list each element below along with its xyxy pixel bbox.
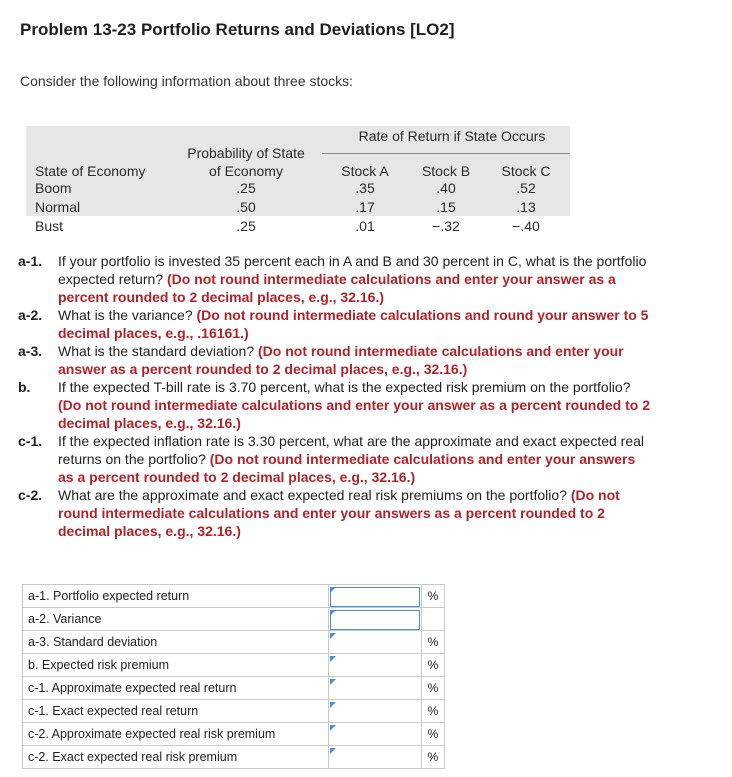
answer-label: c-2. Approximate expected real risk premium bbox=[23, 723, 329, 746]
input-marker-icon bbox=[330, 610, 336, 616]
row-state: Normal bbox=[35, 199, 81, 215]
row-stock-a: .17 bbox=[355, 199, 375, 215]
stock-data-table bbox=[26, 126, 570, 236]
question-note: (Do not round intermediate calculations and enter your answers as a percent rounded to 2 decimal places, e.g., 32.16.) bbox=[58, 451, 636, 485]
question-a3 bbox=[18, 342, 650, 378]
answer-label: a-1. Portfolio expected return bbox=[23, 585, 329, 608]
unit-label bbox=[422, 608, 445, 631]
input-marker-icon bbox=[330, 656, 336, 662]
answer-input-b[interactable] bbox=[330, 657, 418, 675]
question-note: (Do not round intermediate calculations and enter your answer as a percent rounded to 2 decimal places, e.g., 32.16.) bbox=[58, 397, 650, 431]
row-stock-a: .35 bbox=[355, 180, 375, 196]
col-header-stock-c: Stock C bbox=[501, 163, 551, 179]
question-note: (Do not round intermediate calculations and round your answer to 5 decimal places, e.g., .16161.) bbox=[58, 307, 649, 341]
input-marker-icon bbox=[330, 633, 336, 639]
answer-input-c1-exact[interactable] bbox=[330, 703, 418, 721]
group-header: Rate of Return if State Occurs bbox=[358, 128, 546, 144]
question-note: (Do not round intermediate calculations and enter your answers as a percent rounded to 2 decimal places, e.g., 32.16.) bbox=[58, 487, 620, 539]
answer-label: a-2. Variance bbox=[23, 608, 329, 631]
question-a2 bbox=[18, 306, 650, 342]
answer-label: b. Expected risk premium bbox=[23, 654, 329, 677]
group-header-rule bbox=[322, 153, 570, 154]
question-c2 bbox=[18, 486, 650, 540]
answer-cell bbox=[329, 608, 422, 631]
col-header-prob-line2: of Economy bbox=[209, 163, 283, 179]
row-prob: .25 bbox=[236, 180, 256, 196]
question-note: (Do not round intermediate calculations and enter your answer as a percent rounded to 2 decimal places, e.g., 32.16.) bbox=[58, 271, 616, 305]
question-text: What are the approximate and exact expected real risk premiums on the portfolio? bbox=[58, 487, 567, 503]
unit-label: % bbox=[422, 631, 445, 654]
col-header-stock-b: Stock B bbox=[421, 163, 471, 179]
answer-input-c1-approx[interactable] bbox=[330, 680, 418, 698]
row-state: Bust bbox=[35, 218, 64, 234]
unit-label: % bbox=[422, 700, 445, 723]
row-stock-b: .40 bbox=[436, 180, 456, 196]
unit-label: % bbox=[422, 746, 445, 769]
answer-input-a2[interactable] bbox=[330, 610, 420, 630]
answer-row bbox=[23, 631, 445, 654]
answer-input-c2-approx[interactable] bbox=[330, 726, 418, 744]
question-text: If your portfolio is invested 35 percent each in A and B and 30 percent in C, what is the portfolio expected return? bbox=[58, 253, 647, 287]
row-stock-c: −.40 bbox=[512, 218, 540, 234]
answer-cell bbox=[329, 631, 422, 654]
question-b bbox=[18, 378, 650, 432]
input-marker-icon bbox=[330, 725, 336, 731]
question-label: c-1. bbox=[18, 433, 43, 449]
answer-label: c-1. Exact expected real return bbox=[23, 700, 329, 723]
row-stock-b: .15 bbox=[436, 199, 456, 215]
answer-row bbox=[23, 746, 445, 769]
question-label: c-2. bbox=[18, 487, 43, 503]
problem-title: Problem 13-23 Portfolio Returns and Deviations [LO2] bbox=[20, 20, 455, 39]
question-label: a-3. bbox=[18, 343, 43, 359]
row-stock-a: .01 bbox=[355, 218, 375, 234]
question-list bbox=[18, 252, 650, 540]
col-header-state: State of Economy bbox=[35, 163, 146, 179]
question-label: b. bbox=[18, 379, 31, 395]
row-prob: .25 bbox=[236, 218, 256, 234]
row-stock-c: .13 bbox=[516, 199, 536, 215]
question-label: a-2. bbox=[18, 307, 43, 323]
answer-label: a-3. Standard deviation bbox=[23, 631, 329, 654]
intro-text: Consider the following information about three stocks: bbox=[20, 73, 354, 89]
unit-label: % bbox=[422, 654, 445, 677]
answer-cell bbox=[329, 723, 422, 746]
answer-row bbox=[23, 585, 445, 608]
row-stock-c: .52 bbox=[516, 180, 536, 196]
input-marker-icon bbox=[330, 702, 336, 708]
answer-table bbox=[22, 584, 445, 769]
question-text: If the expected inflation rate is 3.30 percent, what are the approximate and exact expected real returns on the portfolio? bbox=[58, 433, 645, 467]
answer-row bbox=[23, 700, 445, 723]
answer-row bbox=[23, 654, 445, 677]
question-label: a-1. bbox=[18, 253, 43, 269]
question-a1 bbox=[18, 252, 650, 306]
col-header-prob-line1: Probability of State bbox=[187, 145, 305, 161]
row-state: Boom bbox=[35, 180, 72, 196]
input-marker-icon bbox=[330, 679, 336, 685]
answer-label: c-2. Exact expected real risk premium bbox=[23, 746, 329, 769]
answer-input-c2-exact[interactable] bbox=[330, 749, 418, 767]
col-header-stock-a: Stock A bbox=[341, 163, 389, 179]
unit-label: % bbox=[422, 677, 445, 700]
answer-cell bbox=[329, 746, 422, 769]
answer-label: c-1. Approximate expected real return bbox=[23, 677, 329, 700]
answer-cell bbox=[329, 700, 422, 723]
answer-row bbox=[23, 723, 445, 746]
row-band-boom bbox=[26, 199, 570, 216]
answer-input-a1[interactable] bbox=[330, 587, 420, 607]
answer-row bbox=[23, 677, 445, 700]
question-note: (Do not round intermediate calculations and enter your answer as a percent rounded to 2 decimal places, e.g., 32.16.) bbox=[58, 343, 624, 377]
question-c1 bbox=[18, 432, 650, 486]
unit-label: % bbox=[422, 723, 445, 746]
answer-cell bbox=[329, 654, 422, 677]
answer-cell bbox=[329, 585, 422, 608]
question-text: If the expected T-bill rate is 3.70 percent, what is the expected risk premium on the portfolio? bbox=[58, 379, 631, 395]
row-stock-b: −.32 bbox=[432, 218, 460, 234]
input-marker-icon bbox=[330, 748, 336, 754]
answer-input-a3[interactable] bbox=[330, 634, 418, 652]
input-marker-icon bbox=[330, 587, 336, 593]
unit-label: % bbox=[422, 585, 445, 608]
row-prob: .50 bbox=[236, 199, 256, 215]
question-text: What is the standard deviation? bbox=[58, 343, 255, 359]
answer-cell bbox=[329, 677, 422, 700]
answer-row bbox=[23, 608, 445, 631]
question-text: What is the variance? bbox=[58, 307, 193, 323]
